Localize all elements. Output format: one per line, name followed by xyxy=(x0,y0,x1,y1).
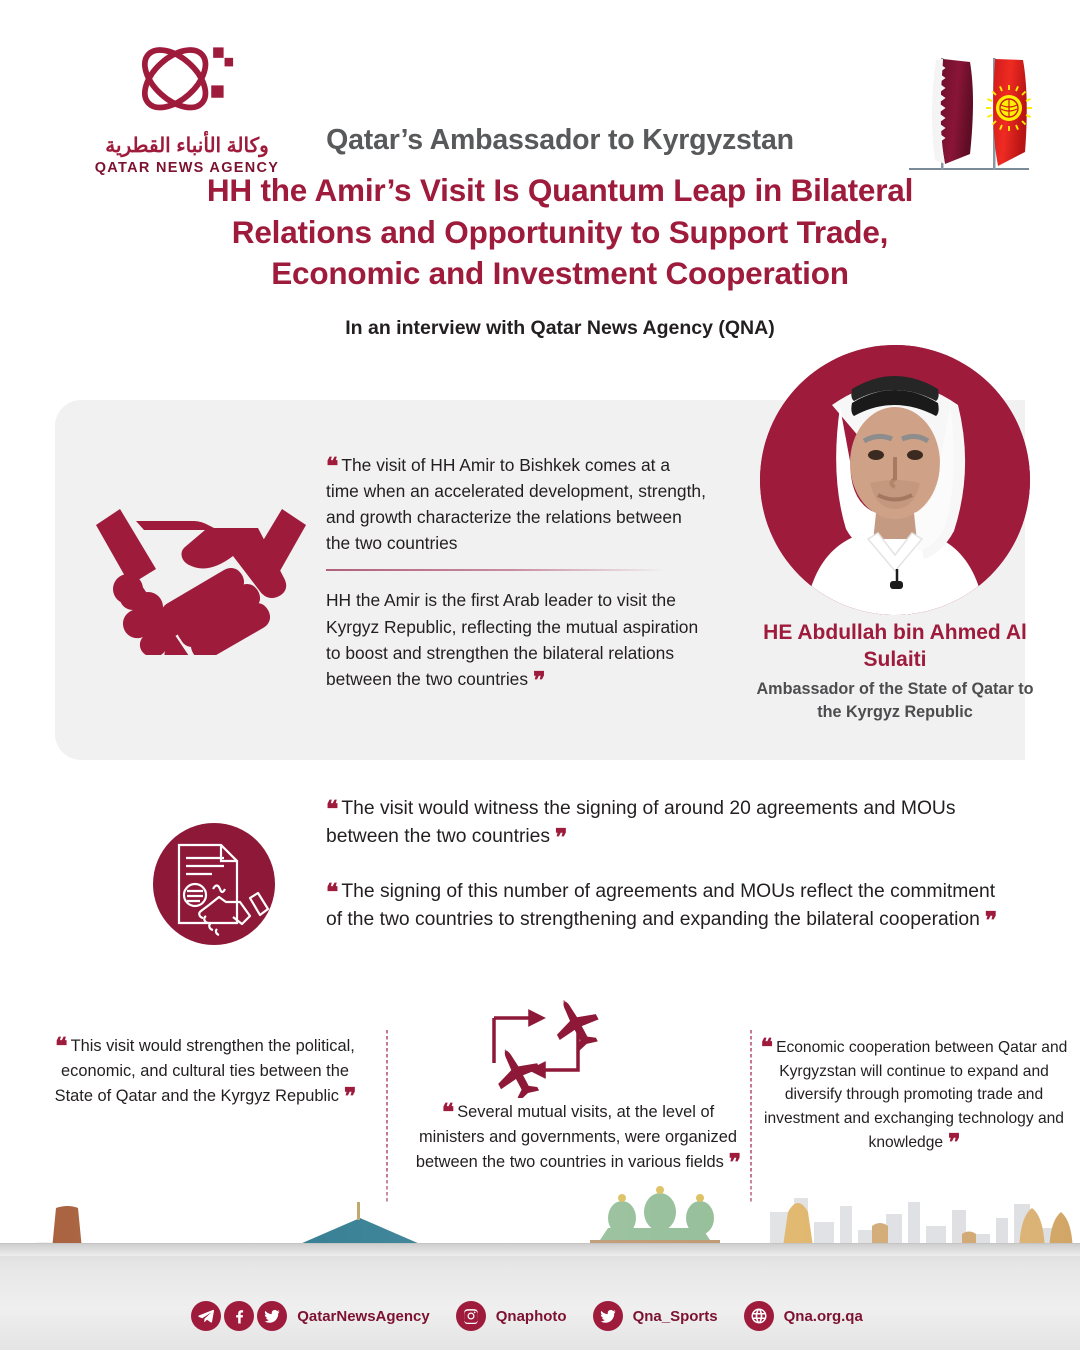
three-column-quotes xyxy=(40,1022,1068,1202)
section2-quote-2: ❝ The signing of this number of agreements and MOUs reflect the commitment of the two countries to strengthening and expanding the bilateral cooperation ❞ xyxy=(326,878,997,934)
brand-name-english: QATAR NEWS AGENCY xyxy=(94,160,280,176)
globe-icon[interactable] xyxy=(744,1301,774,1331)
instagram-icon[interactable] xyxy=(456,1301,486,1331)
social-footer-bar xyxy=(0,1293,1080,1339)
quote-close-icon: ❞ xyxy=(343,1082,356,1109)
column-divider-2 xyxy=(750,1030,752,1202)
handshake-icon xyxy=(80,485,320,655)
section2-quote-1: ❝ The visit would witness the signing of around 20 agreements and MOUs between the two countries ❞ xyxy=(326,796,956,851)
ambassador-portrait xyxy=(760,345,1030,615)
quote-open-icon: ❝ xyxy=(326,796,338,822)
social-handle-label[interactable]: Qna_Sports xyxy=(632,1307,718,1325)
social-handle-label[interactable]: QatarNewsAgency xyxy=(297,1307,430,1325)
facebook-icon[interactable] xyxy=(224,1301,254,1331)
social-handle-label[interactable]: Qna.org.qa xyxy=(783,1307,863,1325)
quote-close-icon: ❞ xyxy=(555,824,567,851)
telegram-icon[interactable] xyxy=(191,1301,221,1331)
card-quote-list xyxy=(326,452,706,692)
flags-group xyxy=(908,46,1058,191)
social-group-qnasports[interactable] xyxy=(593,1301,744,1331)
card-quote-1: ❝ The visit of HH Amir to Bishkek comes at a time when an accelerated development, strength, and growth characterize the relations between the two countries xyxy=(326,453,706,554)
quote-open-icon: ❝ xyxy=(326,878,338,905)
quote-close-icon: ❞ xyxy=(984,907,997,934)
speaker-name: HE Abdullah bin Ahmed Al Sulaiti xyxy=(763,621,1027,671)
quote-divider xyxy=(326,569,666,571)
card-quote-2: HH the Amir is the first Arab leader to visit the Kyrgyz Republic, reflecting the mutual aspiration to boost and strengthen the bilateral relations between the two countries ❞ xyxy=(326,590,699,693)
column-quote-3: ❝ Economic cooperation between Qatar and Kyrgyzstan will continue to expand and diversify through promoting trade and investment and exchanging technology and knowledge ❞ xyxy=(760,1034,1068,1155)
quote-open-icon: ❝ xyxy=(441,1099,454,1125)
page-subtitle: In an interview with Qatar News Agency (QNA) xyxy=(345,316,775,339)
quote-close-icon: ❞ xyxy=(948,1128,960,1155)
quote-open-icon: ❝ xyxy=(760,1034,773,1060)
section2-quote-list xyxy=(326,795,1016,934)
page-kicker: Qatar’s Ambassador to Kyrgyzstan xyxy=(326,124,794,156)
brand-name-arabic: وكالة الأنباء القطرية xyxy=(105,135,269,157)
quote-open-icon: ❝ xyxy=(326,453,338,479)
page-title: HH the Amir’s Visit Is Quantum Leap in Bilateral Relations and Opportunity to Support Trade, Economic and Investment Cooperation xyxy=(206,172,914,292)
social-handle-label[interactable]: Qnaphoto xyxy=(495,1307,567,1325)
agreement-document-icon xyxy=(153,823,275,945)
qna-atom-logo-icon xyxy=(125,36,250,131)
quote-open-icon: ❝ xyxy=(55,1033,67,1059)
column-quote-2: ❝ Several mutual visits, at the level of ministers and governments, were organized between the two countries in various fields ❞ xyxy=(415,1099,741,1175)
twitter-icon[interactable] xyxy=(257,1301,287,1331)
header-block xyxy=(200,124,920,340)
curb-line xyxy=(0,1243,1080,1256)
quote-close-icon: ❞ xyxy=(728,1148,741,1175)
social-group-qatarnewsagency[interactable] xyxy=(191,1301,456,1331)
column-quote-1: ❝ This visit would strengthen the political, economic, and cultural ties between the State of Qatar and the Kyrgyz Republic ❞ xyxy=(54,1033,356,1109)
qatar-flag-icon xyxy=(932,59,973,164)
quote-close-icon: ❞ xyxy=(533,666,545,693)
social-group-website[interactable] xyxy=(744,1301,889,1331)
social-group-qnaphoto[interactable] xyxy=(456,1301,593,1331)
column-divider-1 xyxy=(386,1030,388,1202)
kyrgyzstan-flag-icon xyxy=(986,59,1032,166)
twitter-icon[interactable] xyxy=(593,1301,623,1331)
speaker-role: Ambassador of the State of Qatar to the Kyrgyz Republic xyxy=(756,680,1034,721)
